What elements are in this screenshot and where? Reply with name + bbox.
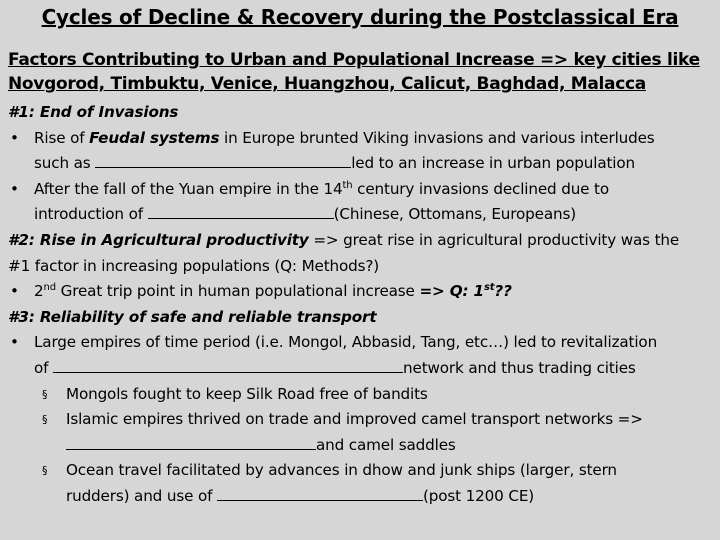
text: 2 — [34, 282, 44, 301]
emphasis: Feudal systems — [89, 128, 220, 147]
text: After the fall of the Yuan empire in the 14 — [34, 179, 343, 198]
text: led to an increase in urban population — [351, 154, 635, 173]
text: (post 1200 CE) — [422, 486, 535, 505]
section-2 — [8, 228, 716, 254]
text: and camel saddles — [316, 435, 456, 454]
section-2-heading: #2: Rise in Agricultural productivity — [8, 230, 309, 249]
text: => great rise in agricultural productivity was the — [308, 230, 680, 249]
bullet-icon: • — [10, 282, 19, 301]
subtitle-line-1: Factors Contributing to Urban and Populational Increase => key cities like — [8, 50, 700, 70]
text: (Chinese, Ottomans, Europeans) — [333, 205, 576, 224]
fill-in-blank — [53, 358, 403, 373]
text: Islamic empires thrived on trade and improved camel transport networks => — [66, 410, 643, 429]
bullet-icon: • — [10, 333, 19, 352]
section-3-heading: #3: Reliability of safe and reliable transport — [8, 307, 377, 326]
text: Great trip point in human populational increase — [55, 282, 420, 301]
bullet-icon: • — [10, 128, 19, 147]
text: in Europe brunted Viking invasions and various interludes — [219, 128, 655, 147]
list-item — [8, 279, 716, 305]
text: such as — [34, 154, 96, 173]
section-sign-icon: § — [42, 413, 48, 427]
question: => Q: 1 — [419, 282, 484, 301]
subtitle — [8, 48, 716, 96]
text: of — [34, 358, 54, 377]
fill-in-blank — [95, 153, 351, 168]
fill-in-blank — [217, 486, 423, 501]
sub-list-item — [8, 458, 716, 484]
list-item-continuation — [8, 356, 716, 382]
superscript: nd — [43, 282, 56, 294]
text: introduction of — [34, 205, 148, 224]
slide-title: Cycles of Decline & Recovery during the Postclassical Era — [41, 5, 679, 29]
section-1 — [8, 100, 716, 126]
sub-list-item-continuation — [8, 433, 716, 459]
list-item-continuation — [8, 202, 716, 228]
text: century invasions declined due to — [352, 179, 609, 198]
section-2-continuation: #1 factor in increasing populations (Q: Methods?) — [8, 256, 380, 275]
bullet-icon: • — [10, 179, 19, 198]
section-3 — [8, 305, 716, 331]
text: Large empires of time period (i.e. Mongol, Abbasid, Tang, etc…) led to revitalization — [34, 333, 658, 352]
list-item — [8, 330, 716, 356]
slide-body — [8, 48, 716, 510]
superscript: th — [342, 179, 353, 191]
subtitle-line-2: Novgorod, Timbuktu, Venice, Huangzhou, Calicut, Baghdad, Malacca — [8, 74, 646, 94]
list-item — [8, 177, 716, 203]
list-item — [8, 126, 716, 152]
list-item-continuation — [8, 151, 716, 177]
text: Rise of — [34, 128, 90, 147]
section-sign-icon: § — [42, 387, 48, 401]
text: Mongols fought to keep Silk Road free of bandits — [66, 384, 428, 403]
sub-list-item — [8, 407, 716, 433]
text: ?? — [494, 282, 512, 301]
fill-in-blank — [66, 435, 316, 450]
section-1-heading: #1: End of Invasions — [8, 103, 179, 121]
text: Ocean travel facilitated by advances in dhow and junk ships (larger, stern — [66, 461, 617, 480]
text: rudders) and use of — [66, 486, 217, 505]
sub-list-item-continuation — [8, 484, 716, 510]
superscript: st — [483, 282, 495, 294]
sub-list-item — [8, 382, 716, 408]
text: network and thus trading cities — [403, 358, 636, 377]
fill-in-blank — [148, 204, 334, 219]
section-sign-icon: § — [42, 464, 48, 478]
